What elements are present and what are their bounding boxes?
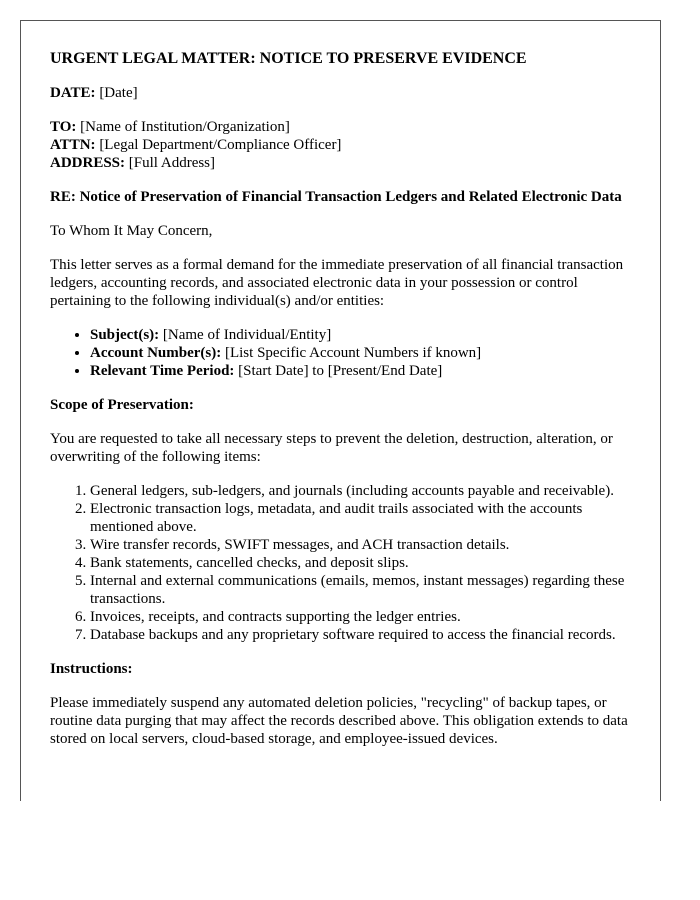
- account-number-label: Account Number(s):: [90, 345, 222, 361]
- list-item: [90, 326, 640, 344]
- to-label: TO:: [50, 119, 77, 135]
- letter-page: [20, 20, 661, 801]
- time-period-label: Relevant Time Period:: [90, 363, 235, 379]
- scope-heading: Scope of Preservation:: [50, 397, 194, 413]
- attn-line: [50, 136, 640, 154]
- scope-intro: You are requested to take all necessary steps to prevent the deletion, destruction, alteration, or overwriting of the following items:: [50, 431, 613, 465]
- list-item: [90, 344, 640, 362]
- letter-title: URGENT LEGAL MATTER: NOTICE TO PRESERVE EVIDENCE: [50, 50, 527, 67]
- list-item: 3. Wire transfer records, SWIFT messages, and ACH transaction details.: [90, 536, 640, 554]
- to-line: [50, 118, 640, 136]
- to-value: [Name of Institution/Organization]: [80, 119, 290, 135]
- attn-value: [Legal Department/Compliance Officer]: [99, 137, 342, 153]
- list-item: 7. Database backups and any proprietary software required to access the financial records.: [90, 626, 640, 644]
- address-line: [50, 154, 640, 172]
- instructions-heading: Instructions:: [50, 661, 133, 677]
- list-item: 6. Invoices, receipts, and contracts supporting the ledger entries.: [90, 608, 640, 626]
- subject-label: Subject(s):: [90, 327, 160, 343]
- list-item: 1. General ledgers, sub-ledgers, and journals (including accounts payable and receivable).: [90, 482, 640, 500]
- salutation: To Whom It May Concern,: [50, 223, 213, 239]
- subject-list: [50, 326, 640, 380]
- date-line: [50, 84, 640, 102]
- date-label: DATE:: [50, 85, 96, 101]
- list-item: 5. Internal and external communications (emails, memos, instant messages) regarding these transactions.: [90, 572, 640, 608]
- attn-label: ATTN:: [50, 137, 96, 153]
- list-item: [90, 362, 640, 380]
- list-item: 4. Bank statements, cancelled checks, and deposit slips.: [90, 554, 640, 572]
- letter-content: [50, 49, 640, 764]
- account-number-value: [List Specific Account Numbers if known]: [224, 345, 482, 361]
- recipient-block: [50, 118, 640, 172]
- date-value: [Date]: [99, 85, 138, 101]
- intro-paragraph: This letter serves as a formal demand for the immediate preservation of all financial transaction ledgers, accounting records, and associated electronic data in your possession or control pertaining to the following individual(s) and/or entities:: [50, 257, 624, 309]
- re-line: RE: Notice of Preservation of Financial Transaction Ledgers and Related Electronic Data: [50, 189, 622, 205]
- time-period-value: [Start Date] to [Present/End Date]: [238, 363, 443, 379]
- address-value: [Full Address]: [128, 155, 216, 171]
- subject-value: [Name of Individual/Entity]: [162, 327, 332, 343]
- scope-items-list: [50, 482, 640, 644]
- address-label: ADDRESS:: [50, 155, 126, 171]
- instructions-paragraph: Please immediately suspend any automated deletion policies, "recycling" of backup tapes, or routine data purging that may affect the records described above. This obligation extends to data stored on local servers, cloud-based storage, and employee-issued devices.: [50, 695, 628, 747]
- list-item: 2. Electronic transaction logs, metadata, and audit trails associated with the accounts mentioned above.: [90, 500, 640, 536]
